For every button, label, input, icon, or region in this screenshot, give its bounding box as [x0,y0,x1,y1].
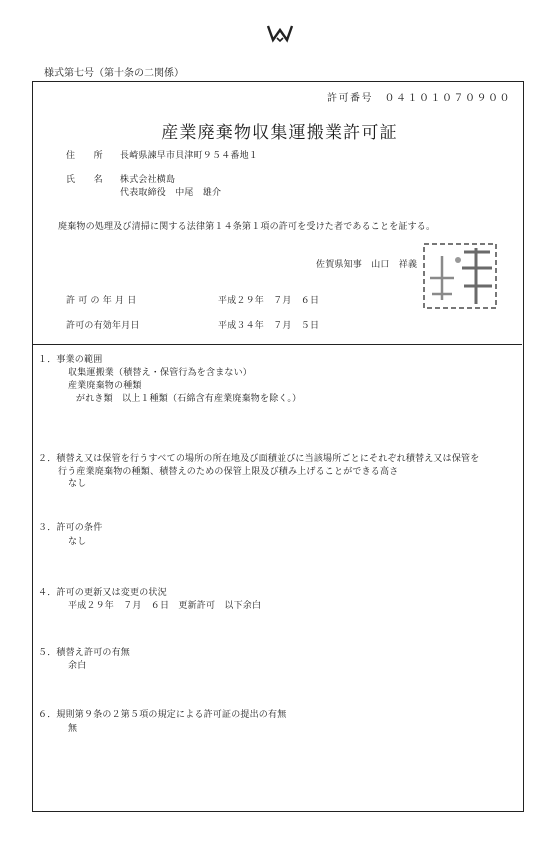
company-name: 株式会社横島 [120,175,176,185]
section-3-value: なし [68,537,87,547]
section-1-heading: １．事業の範囲 [38,355,103,365]
certificate-frame [32,81,524,812]
logo-mark-icon [265,22,295,44]
form-number-label: 様式第七号（第十条の二関係） [44,68,184,79]
header-logo-mark [0,22,559,48]
section-1-line-3: がれき類 以上１種類（石綿含有産業廃棄物を除く。） [76,394,302,404]
section-4-heading: ４．許可の更新又は変更の状況 [38,588,167,598]
issuer-name: 佐賀県知事 山口 祥義 [316,260,418,270]
section-5-value: 余白 [68,661,87,671]
valid-until-value: 平成３４年 ７月 ５日 [218,321,320,331]
permit-number: 許可番号 ０４１０１０７０９００ [327,93,511,104]
name-label: 氏 名 [66,175,103,185]
section-2-heading: ２．積替え又は保管を行うすべての場所の所在地及び面積並びに当該場所ごとにそれぞれ積替え又は保管を [38,454,480,464]
certification-text: 廃棄物の処理及び清掃に関する法律第１４条第１項の許可を受けた者であることを証する。 [58,222,436,232]
permit-date-label: 許 可 の 年 月 日 [66,296,137,306]
section-5-heading: ５．積替え許可の有無 [38,648,131,658]
permit-date-value: 平成２９年 ７月 ６日 [218,296,320,306]
section-4-value: 平成２９年 ７月 ６日 更新許可 以下余白 [68,601,262,611]
section-6-value: 無 [68,724,78,734]
section-1-line-2: 産業廃棄物の種類 [68,381,142,391]
address-label: 住 所 [66,151,103,161]
address-value: 長崎県諫早市貝津町９５４番地１ [120,151,259,161]
section-1-line-1: 収集運搬業（積替え・保管行為を含まない） [68,368,253,378]
representative-name: 代表取締役 中尾 雄介 [120,188,222,198]
certificate-title: 産業廃棄物収集運搬業許可証 [161,123,398,143]
section-2-value: なし [68,479,87,489]
section-3-heading: ３．許可の条件 [38,523,103,533]
section-6-heading: ６．規則第９条の２第５項の規定による許可証の提出の有無 [38,710,287,720]
section-divider [32,344,522,345]
official-seal-stamp [418,238,502,314]
valid-until-label: 許可の有効年月日 [66,321,140,331]
section-2-heading-cont: 行う産業廃棄物の種類、積替えのための保管上限及び積み上げることができる高さ [58,467,399,477]
